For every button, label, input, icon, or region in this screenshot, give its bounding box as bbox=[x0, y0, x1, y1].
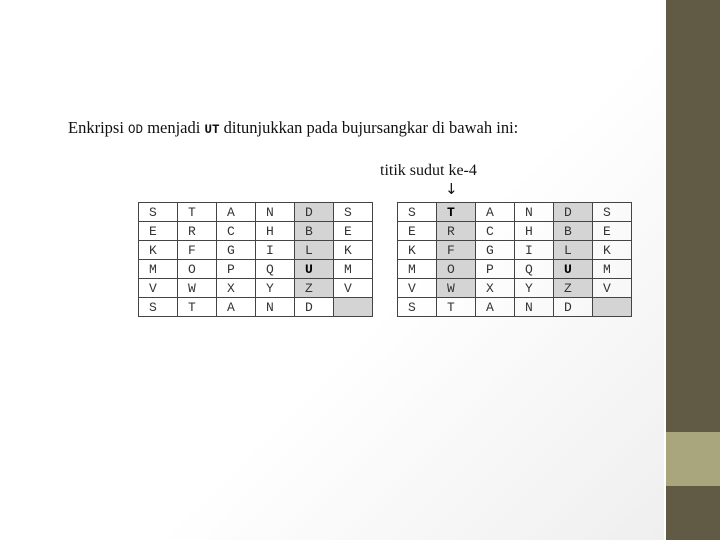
grid-cell: D bbox=[295, 203, 334, 222]
grid-cell: O bbox=[178, 260, 217, 279]
grid-cell: X bbox=[476, 279, 515, 298]
grid-cell: V bbox=[334, 279, 373, 298]
grid-cell: S bbox=[334, 203, 373, 222]
grid-cell: P bbox=[476, 260, 515, 279]
grid-cell: C bbox=[476, 222, 515, 241]
grid-row bbox=[139, 241, 373, 260]
grid-cell: V bbox=[139, 279, 178, 298]
grid-cell: T bbox=[178, 203, 217, 222]
grid-cell: H bbox=[515, 222, 554, 241]
grid-cell: T bbox=[437, 203, 476, 222]
grid-row bbox=[139, 279, 373, 298]
grid-cell: E bbox=[593, 222, 632, 241]
grid-cell: A bbox=[476, 203, 515, 222]
grid-cell: P bbox=[217, 260, 256, 279]
grid-cell: D bbox=[554, 203, 593, 222]
corner-annotation: titik sudut ke-4 bbox=[380, 162, 477, 179]
grid-cell: S bbox=[398, 298, 437, 317]
grid-cell: T bbox=[178, 298, 217, 317]
grid-cell: X bbox=[217, 279, 256, 298]
grid-cell: R bbox=[437, 222, 476, 241]
grid-cell: Z bbox=[554, 279, 593, 298]
grid-cell: K bbox=[398, 241, 437, 260]
grid-cell: Y bbox=[256, 279, 295, 298]
grid-cell: I bbox=[515, 241, 554, 260]
grid-cell: Z bbox=[295, 279, 334, 298]
grid-cell bbox=[334, 298, 373, 317]
grid-cell: S bbox=[139, 298, 178, 317]
caption-text bbox=[68, 118, 658, 138]
grid-cell: G bbox=[217, 241, 256, 260]
grid-cell: W bbox=[178, 279, 217, 298]
grid-cell: O bbox=[437, 260, 476, 279]
grid-cell: A bbox=[217, 203, 256, 222]
grid-cell: V bbox=[398, 279, 437, 298]
grid-cell: R bbox=[178, 222, 217, 241]
grid-cell: K bbox=[593, 241, 632, 260]
grid-cell: N bbox=[256, 203, 295, 222]
grid-cell bbox=[593, 298, 632, 317]
grid-cell: Q bbox=[256, 260, 295, 279]
grid-cell: D bbox=[295, 298, 334, 317]
grid-cell: S bbox=[398, 203, 437, 222]
grid-row bbox=[398, 298, 632, 317]
grid-cell: L bbox=[554, 241, 593, 260]
grid-row bbox=[139, 222, 373, 241]
caption-prefix: Enkripsi bbox=[68, 118, 129, 137]
grid-cell: S bbox=[139, 203, 178, 222]
grid-cell: V bbox=[593, 279, 632, 298]
left-playfair-grid bbox=[138, 202, 373, 317]
grid-cell: Y bbox=[515, 279, 554, 298]
caption-middle: menjadi bbox=[143, 118, 205, 137]
right-playfair-grid bbox=[397, 202, 632, 317]
grid-cell: H bbox=[256, 222, 295, 241]
grid-cell: F bbox=[437, 241, 476, 260]
grid-cell: Q bbox=[515, 260, 554, 279]
grid-row bbox=[139, 260, 373, 279]
grid-cell: U bbox=[554, 260, 593, 279]
grid-cell: E bbox=[334, 222, 373, 241]
grid-cell: N bbox=[515, 298, 554, 317]
grid-row bbox=[139, 203, 373, 222]
grid-cell: N bbox=[256, 298, 295, 317]
grid-cell: M bbox=[139, 260, 178, 279]
grid-cell: S bbox=[593, 203, 632, 222]
grid-row bbox=[398, 222, 632, 241]
grid-cell: K bbox=[139, 241, 178, 260]
grid-cell: T bbox=[437, 298, 476, 317]
caption-code-ut: UT bbox=[204, 123, 220, 137]
grid-cell: I bbox=[256, 241, 295, 260]
grid-cell: B bbox=[554, 222, 593, 241]
grid-cell: N bbox=[515, 203, 554, 222]
grid-cell: D bbox=[554, 298, 593, 317]
grid-cell: U bbox=[295, 260, 334, 279]
grid-cell: C bbox=[217, 222, 256, 241]
grid-row bbox=[139, 298, 373, 317]
grid-cell: A bbox=[476, 298, 515, 317]
grid-cell: K bbox=[334, 241, 373, 260]
grid-cell: W bbox=[437, 279, 476, 298]
decorative-sidebar-accent bbox=[666, 432, 720, 486]
grid-cell: M bbox=[334, 260, 373, 279]
grid-cell: F bbox=[178, 241, 217, 260]
grid-cell: L bbox=[295, 241, 334, 260]
grid-cell: M bbox=[593, 260, 632, 279]
grid-cell: G bbox=[476, 241, 515, 260]
grid-row bbox=[398, 203, 632, 222]
grid-cell: B bbox=[295, 222, 334, 241]
caption-code-od: OD bbox=[128, 123, 144, 137]
grid-cell: E bbox=[398, 222, 437, 241]
grid-cell: M bbox=[398, 260, 437, 279]
grid-row bbox=[398, 260, 632, 279]
grid-row bbox=[398, 279, 632, 298]
grid-row bbox=[398, 241, 632, 260]
grid-cell: A bbox=[217, 298, 256, 317]
caption-suffix: ditunjukkan pada bujursangkar di bawah ini: bbox=[219, 118, 519, 137]
grid-cell: E bbox=[139, 222, 178, 241]
down-arrow-icon: ↓ bbox=[445, 180, 458, 198]
